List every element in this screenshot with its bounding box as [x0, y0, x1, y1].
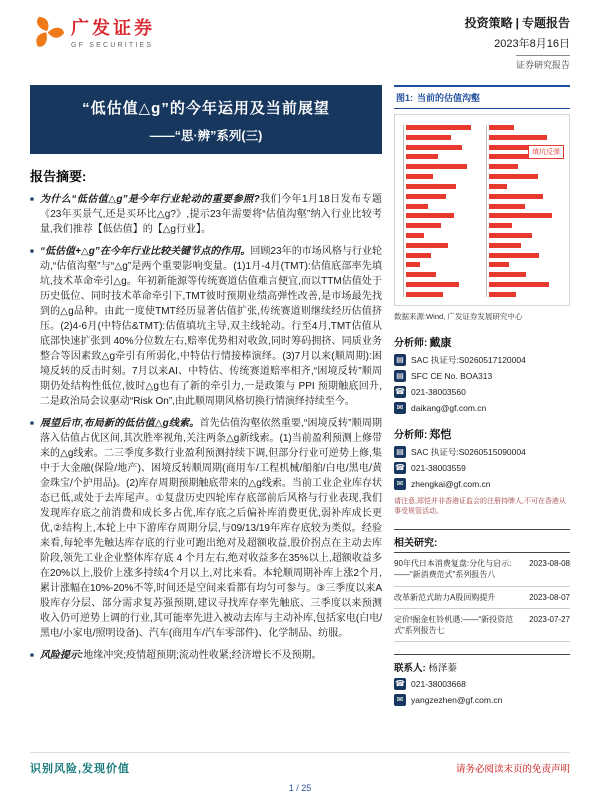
chart-bar	[489, 135, 547, 140]
chart-bar	[406, 184, 456, 189]
phone-icon: ☎	[395, 463, 405, 472]
bullet-body: 回顾23年的市场风格与行业轮动,“估值沟壑”与“△g”是两个重要影响变量。(1)1月-4月(TMT):估值底部率先填坑,技术革命牵引△g。年初新能源等传统赛道估值难言便宜,而以TTM估值处于历史低位、同时技术革命牵引下,TMT彼时预期业绩高弹性改善,是市场最先找到的△g品种。由此一度使TMT经历显著估值扩张,传统赛道则继续经历估值挤压。(2)4-6月(中特估&TMT):估值填坑主导,双主线轮动。行至4月,TMT估值从底部快速扩张到 40%分位数左右,赔率优势相对收敛,同时筹码拥挤、同质业务整合等因素致△g牵引有所弱化,中特估行情接棒演绎。(3)7月以来(顺周期):困境反转的反击时刻。7月以来AI、中特估、传统赛道赔率相齐,“困境反转”顺周期仍处结构性低位,彼时△g也有了新的牵引力,一是政策与 PPI 预期触底回升,二是政治局会议驱动“Risk On”,由此顺周期风格切换行情演绎持续至今。	[39, 246, 383, 407]
bullet-marker: ■	[30, 652, 34, 659]
id-card-icon: ▤	[394, 354, 406, 366]
summary-bullet	[30, 192, 382, 237]
side-column	[394, 85, 570, 706]
hk-license-note: 请注意,郑恺并非香港证监会的注册持牌人,不可在香港从事受规管活动。	[394, 498, 566, 516]
bullet-lead: “低估值+△g”在今年行业比较关键节点的作用。	[39, 246, 251, 257]
related-item-date: 2023-07-27	[529, 614, 570, 624]
related-item-title[interactable]: 改革新范式助力A股回购提升	[394, 592, 496, 602]
phone-icon: ☎	[395, 679, 405, 689]
analyst-detail-text[interactable]: zhengkai@gf.com.cn	[411, 479, 491, 489]
chart-bar	[406, 223, 441, 228]
chart-bar	[406, 135, 451, 140]
bullet-lead: 展望后市,布局新的低估值△g线索。	[39, 418, 200, 429]
chart-bar	[406, 282, 459, 287]
analyst-label: 分析师:	[394, 430, 428, 441]
gf-logo-icon	[30, 15, 64, 49]
related-items	[394, 553, 570, 642]
related-research	[394, 529, 570, 642]
bullet-lead: 风险提示:	[39, 650, 84, 661]
analyst-detail-row	[394, 354, 570, 366]
bullet-lead: 为什么“低估值△g”是今年行业轮动的重要参照?	[39, 194, 260, 205]
analyst-detail-row	[394, 462, 570, 474]
chart-bar	[489, 292, 516, 297]
category-divider: |	[515, 16, 519, 30]
summary-bullet	[30, 416, 382, 641]
chart-callout: 填坑反弹	[528, 145, 564, 159]
figure-chart	[394, 114, 570, 306]
chart-bar	[406, 272, 436, 277]
bullet-marker: ■	[30, 420, 34, 427]
analyst-name: 郑恺	[429, 429, 452, 441]
analyst-block	[394, 426, 570, 490]
footer-disclaimer: 请务必阅读末页的免责声明	[455, 764, 570, 775]
category-label: 投资策略	[464, 16, 513, 30]
brand-name-cn: 广发证券	[71, 18, 155, 38]
chart-bar	[489, 262, 509, 267]
related-item[interactable]	[394, 609, 570, 642]
body-columns	[0, 79, 600, 706]
related-item[interactable]	[394, 553, 570, 586]
chart-bar	[406, 243, 448, 248]
analyst-detail-text: SAC 执证号:S0260515090004	[411, 447, 526, 457]
chart-bar	[489, 243, 521, 248]
figure-source: 数据来源:Wind, 广发证券发展研究中心	[394, 312, 523, 321]
figure-caption: 当前的估值沟壑	[417, 93, 481, 103]
related-item[interactable]	[394, 587, 570, 609]
summary-bullet	[30, 648, 382, 663]
related-item-title[interactable]: 90年代日本消费复盘:分化与启示:——“新消费范式”系列报告八	[394, 559, 512, 580]
related-heading: 相关研究:	[394, 529, 570, 553]
figure-label: 图1:	[396, 93, 414, 103]
summary-bullet	[30, 244, 382, 409]
chart-bar	[489, 145, 529, 150]
chart-bar	[406, 253, 431, 258]
contact-email[interactable]: yangzezhen@gf.com.cn	[411, 695, 503, 706]
chart-bar	[489, 164, 518, 169]
related-item-date: 2023-08-07	[529, 592, 570, 602]
mail-icon: ✉	[394, 402, 406, 414]
chart-bar	[406, 174, 433, 179]
footer	[30, 752, 570, 776]
header	[0, 0, 600, 79]
chart-bar	[406, 125, 471, 130]
chart-bar	[489, 223, 512, 228]
id-card-icon: ▤	[394, 370, 406, 382]
related-item-title[interactable]: 定价!掘金杠铃机遇:——“新投资范式”系列报告七	[394, 614, 514, 636]
chart-bar	[406, 204, 428, 209]
chart-bar	[406, 213, 454, 218]
chart-bar	[489, 204, 525, 209]
report-type-label: 专题报告	[521, 16, 570, 30]
mail-icon: ✉	[394, 478, 406, 490]
chart-bar	[489, 125, 514, 130]
analyst-detail-text: SAC 执证号:S0260517120004	[411, 355, 526, 365]
chart-bar	[406, 194, 446, 199]
chart-bar	[489, 233, 532, 238]
page-title: “低估值△g”的今年运用及当前展望	[82, 100, 330, 117]
chart-bar	[489, 213, 552, 218]
chart-bar	[489, 272, 526, 277]
analyst-detail-text: SFC CE No. BOA313	[411, 371, 493, 381]
analyst-detail-row	[394, 402, 570, 414]
brand-name-en: GF SECURITIES	[71, 42, 154, 49]
analyst-detail-row	[394, 446, 570, 458]
footer-slogan: 识别风险,发现价值	[30, 763, 131, 775]
header-meta	[465, 14, 570, 73]
chart-bar	[406, 262, 420, 267]
analyst-detail-row	[394, 370, 570, 382]
analysts-list	[394, 334, 570, 490]
page-number: 1 / 25	[288, 783, 312, 793]
chart-bar	[489, 194, 543, 199]
analyst-detail-text: 021-38003560	[411, 387, 466, 397]
chart-bar	[489, 253, 539, 258]
main-column	[30, 85, 382, 706]
analyst-detail-row	[394, 386, 570, 398]
brand-logo	[30, 14, 155, 49]
chart-panel	[403, 125, 478, 297]
chart-bar	[489, 184, 507, 189]
id-card-icon: ▤	[394, 446, 406, 458]
bullet-body: 我们今年1月18日发布专题《23年买景气,还是买环比△g?》,提示23年需要将“估值沟壑”纳入行业比较考量,我们推荐【低估值】的【△g行业】。	[39, 194, 382, 235]
bullet-body: 地缘冲突;疫情超预期;流动性收紧;经济增长不及预期。	[83, 650, 322, 661]
report-date: 2023年8月16日	[494, 38, 570, 50]
summary-heading: 报告摘要:	[30, 169, 87, 184]
figure-box	[394, 85, 570, 322]
analyst-label: 分析师:	[394, 338, 428, 349]
report-category	[465, 14, 570, 31]
analyst-detail-text[interactable]: daikang@gf.com.cn	[411, 403, 487, 413]
brand-logo-text	[71, 14, 155, 49]
contact-name: 杨泽蓁	[428, 663, 457, 675]
phone-icon: ☎	[395, 387, 405, 396]
page-subtitle: ——“思·辨”系列(三)	[149, 129, 263, 143]
chart-bar	[406, 164, 467, 169]
mail-icon: ✉	[394, 694, 406, 706]
title-banner	[30, 85, 382, 154]
bullet-marker: ■	[30, 196, 34, 203]
analyst-detail-text: 021-38003559	[411, 463, 466, 473]
analyst-detail-row	[394, 478, 570, 490]
related-item-date: 2023-08-08	[529, 559, 570, 569]
contact-phone: 021-38003668	[411, 679, 466, 690]
bullet-body: 首先估值沟壑依然重要,“困境反转”顺周期落入估值占优区间,其次胜率视角,关注两条△g新线索。(1)当前盈利预测上修带来的△g线索。二三季度多数行业盈利预测持续下调,但部分行业可逆势上修,集中于大金融(保险/地产)、困境反转顺周期(商用车/工程机械/船舶/白电/黑电/黄金珠宝/个护用品)。(2)库存周期预期触底带来的△g线索。当前工业企业库存状态已低,或处于去库尾声。①复盘历史四轮库存底部前后风格与行业表现,我们发现库存底之前消费和成长多占优,库存底之后偏补库消费更优,弱补库成长更优,②结构上,本轮上中下游库存周期分层,与09/13/19年库存底较为类似。经验来看,每轮率先触达库存底的行业可跑出绝对及超额收益,股价拐点在主动去库阶段,领先工业企业整体库存底 4 个月左右,绝对收益多在35%以上,超额收益多在20%以上,股价上涨多持续4个月以上,对比来看。本轮顺周期补库上涨2个月,累计涨幅在10%-20%不等,时间还是空间来看都有均匀可参与。③三季度以来A股库存分层、部分需求复苏强预期,建议寻找库存率先触底、三季度以来预测收入仍可逆势上调的行业,其可能率先进入被动去库与主动补库,包括家电(白电/黑电/小家电/照明设备)、汽车(商用车/汽车零部件)、化学制品、纺服。	[39, 418, 382, 639]
chart-bar	[406, 145, 462, 150]
chart-bar	[406, 233, 424, 238]
summary-bullets	[30, 192, 382, 663]
chart-bar	[489, 174, 538, 179]
contact-block	[394, 654, 570, 706]
chart-bar	[489, 282, 549, 287]
chart-bar	[406, 154, 438, 159]
figure-title	[394, 85, 570, 109]
contact-label: 联系人:	[394, 663, 426, 675]
report-note: 证券研究报告	[516, 55, 570, 71]
chart-bar	[406, 292, 443, 297]
bullet-marker: ■	[30, 248, 34, 255]
analyst-name: 戴康	[429, 337, 452, 349]
analyst-block	[394, 334, 570, 414]
